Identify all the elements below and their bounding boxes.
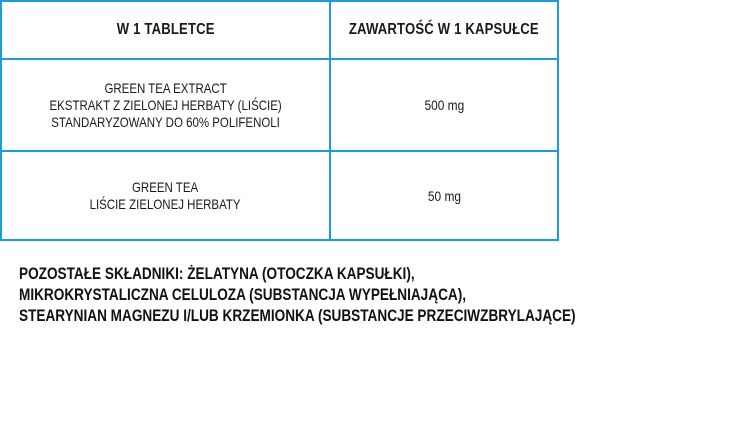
- table-header-row: [2, 2, 557, 60]
- other-ingredients-line: MIKROKRYSTALICZNA CELULOZA (SUBSTANCJA WYPEŁNIAJĄCA),: [19, 285, 467, 304]
- header-cell-per-capsule: [331, 2, 557, 58]
- header-label: ZAWARTOŚĆ W 1 KAPSUŁCE: [349, 21, 539, 38]
- amount-value: 500 mg: [424, 97, 464, 113]
- header-label: W 1 TABLETCE: [116, 21, 215, 38]
- table-row: [2, 60, 557, 152]
- ingredient-name: [90, 179, 241, 213]
- amount-value: 50 mg: [427, 187, 461, 204]
- ingredient-cell: [2, 152, 331, 239]
- ingredient-line: GREEN TEA: [132, 178, 199, 195]
- table-row: [2, 152, 557, 239]
- ingredient-line: LIŚCIE ZIELONEJ HERBATY: [90, 195, 241, 212]
- amount-cell: [331, 152, 557, 239]
- other-ingredients-line: STEARYNIAN MAGNEZU I/LUB KRZEMIONKA (SUBSTANCJE PRZECIWZBRYLAJĄCE): [19, 306, 576, 325]
- ingredient-line: GREEN TEA EXTRACT: [104, 79, 227, 96]
- ingredient-cell: [2, 60, 331, 150]
- other-ingredients-line: POZOSTAŁE SKŁADNIKI: ŻELATYNA (OTOCZKA KAPSUŁKI),: [19, 264, 415, 283]
- ingredient-name: [49, 80, 281, 131]
- ingredient-line: STANDARYZOWANY DO 60% POLIFENOLI: [51, 113, 280, 130]
- supplement-facts-table: [0, 0, 559, 241]
- header-cell-per-tablet: [2, 2, 331, 58]
- amount-cell: [331, 60, 557, 150]
- other-ingredients-text: [19, 263, 627, 326]
- ingredient-line: EKSTRAKT Z ZIELONEJ HERBATY (LIŚCIE): [49, 96, 282, 113]
